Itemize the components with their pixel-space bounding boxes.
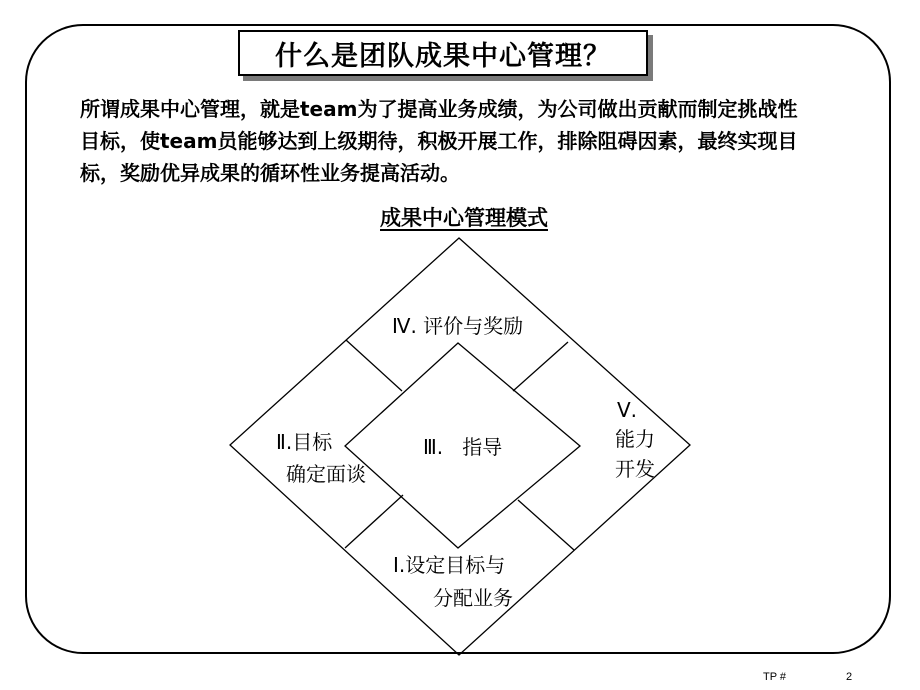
stage-4-label: Ⅳ. 评价与奖励 <box>392 314 524 338</box>
stage-2-label-line2: 确定面谈 <box>286 462 366 486</box>
stage-1-label-line1: Ⅰ.设定目标与 <box>393 553 506 577</box>
connector-top-right <box>513 342 568 391</box>
footer-label: TP # <box>763 671 787 683</box>
intro-line-1: 所谓成果中心管理，就是team为了提高业务成绩，为公司做出贡献而制定挑战性 <box>80 97 798 121</box>
stage-5-label-line1: Ⅴ. <box>617 398 638 422</box>
stage-2-label-line1: Ⅱ.目标 <box>276 430 333 454</box>
stage-5-label-line3: 开发 <box>615 457 655 481</box>
page-number: 2 <box>846 671 853 683</box>
connector-bottom-left <box>345 495 403 548</box>
stage-1-label-line2: 分配业务 <box>433 586 513 610</box>
intro-line-2: 目标，使team员能够达到上级期待，积极开展工作，排除阻碍因素，最终实现目 <box>80 129 798 153</box>
stage-5-label-line2: 能力 <box>615 427 655 451</box>
slide-title-text: 什么是团队成果中心管理？ <box>275 40 611 72</box>
connector-top-left <box>346 340 402 391</box>
stage-3-label: Ⅲ. 指导 <box>423 435 503 459</box>
connector-bottom-right <box>518 500 574 550</box>
diagram-title: 成果中心管理模式 <box>380 206 548 230</box>
intro-line-3: 标，奖励优异成果的循环性业务提高活动。 <box>80 161 460 185</box>
